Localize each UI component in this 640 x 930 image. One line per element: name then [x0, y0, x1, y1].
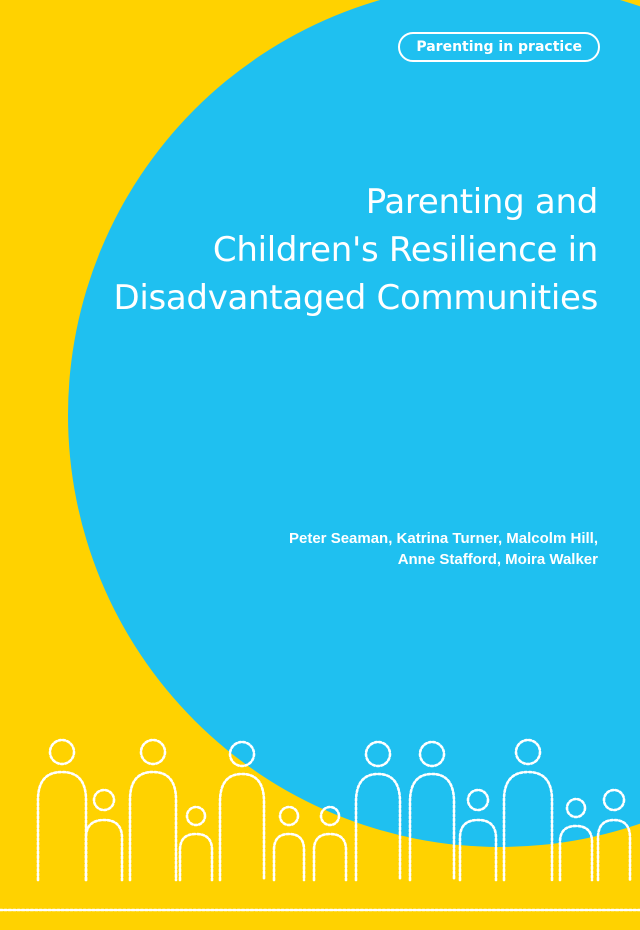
child-figure-icon [86, 790, 122, 880]
adult-figure-icon [38, 740, 86, 880]
people-illustration-icon [0, 730, 640, 930]
child-figure-icon [560, 799, 592, 880]
author-line-2: Anne Stafford, Moira Walker [397, 551, 598, 568]
child-figure-icon [180, 807, 212, 880]
book-title [58, 178, 598, 322]
title-line-3: Disadvantaged Communities [113, 278, 598, 318]
child-figure-icon [314, 807, 346, 880]
child-figure-icon [598, 790, 630, 880]
child-figure-icon [460, 790, 496, 880]
title-line-1: Parenting and [365, 182, 598, 222]
adult-figure-icon [220, 742, 264, 880]
author-list [178, 528, 598, 570]
series-badge: Parenting in practice [398, 32, 600, 62]
adult-figure-icon [410, 742, 454, 880]
child-figure-icon [274, 807, 304, 880]
author-line-1: Peter Seaman, Katrina Turner, Malcolm Hill, [289, 530, 598, 547]
adult-figure-icon [356, 742, 400, 880]
adult-figure-icon [504, 740, 552, 880]
title-line-2: Children's Resilience in [212, 230, 598, 270]
adult-figure-icon [130, 740, 176, 880]
